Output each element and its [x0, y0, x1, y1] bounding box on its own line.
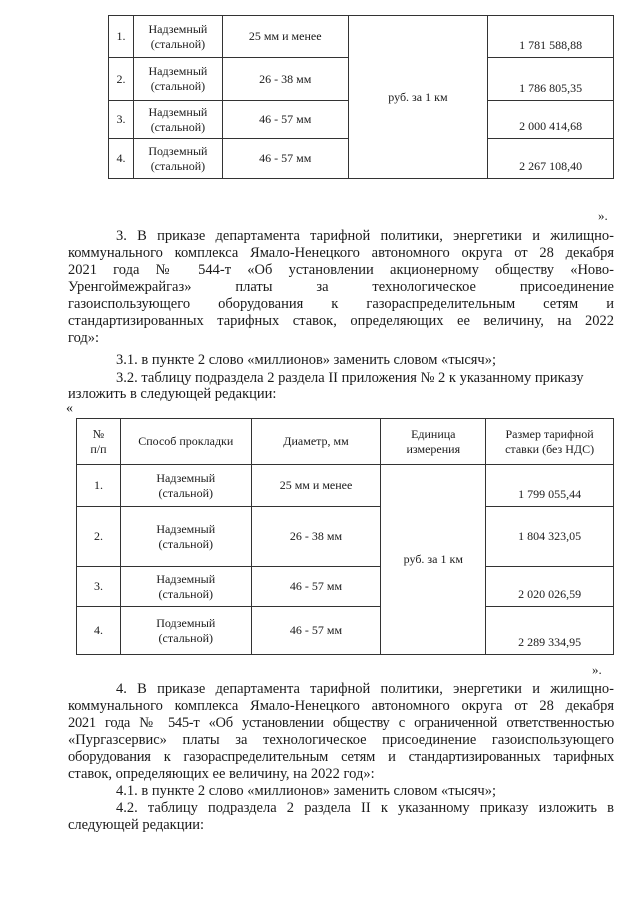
unit-of-measure: руб. за 1 км [381, 465, 486, 655]
paragraph-4 [68, 681, 614, 783]
row-number: 3. [77, 567, 121, 607]
tariff-table-top [108, 15, 614, 179]
tariff-rate: 1 781 588,88 [488, 16, 614, 58]
header-unit: Единица измерения [381, 419, 486, 465]
table-row [77, 465, 614, 507]
laying-method: Надземный (стальной) [120, 567, 251, 607]
subitem-4-2-cont [68, 817, 614, 834]
text-line: 3.2. таблицу подраздела 2 раздела II приложения № 2 к указанному приказу [116, 370, 584, 386]
pipe-diameter: 25 мм и менее [251, 465, 381, 507]
subitem-3-1: 3.1. в пункте 2 слово «миллионов» заменить словом «тысяч»; [116, 352, 497, 368]
opening-quote: « [66, 401, 73, 416]
tariff-rate: 1 804 323,05 [486, 507, 614, 567]
tariff-rate: 2 267 108,40 [488, 139, 614, 179]
pipe-diameter: 26 - 38 мм [251, 507, 381, 567]
closing-quote: ». [598, 208, 608, 223]
laying-method: Надземный (стальной) [120, 465, 251, 507]
text-line: коммунального комплекса Ямало-Ненецкого автономного округа от 28 декабря [68, 245, 614, 261]
text-line: коммунального комплекса Ямало-Ненецкого автономного округа от 28 декабря [68, 698, 614, 714]
pipe-diameter: 26 - 38 мм [222, 58, 348, 101]
table-row [77, 507, 614, 567]
unit-of-measure: руб. за 1 км [348, 16, 488, 179]
pipe-diameter: 46 - 57 мм [222, 139, 348, 179]
laying-method: Надземный (стальной) [133, 16, 222, 58]
text-line: 4. В приказе департамента тарифной политики, энергетики и жилищно- [116, 681, 614, 697]
text-line: газоиспользующего оборудования к газораспределительным сетям и [68, 296, 614, 312]
pipe-diameter: 46 - 57 мм [251, 607, 381, 655]
table-header-row [77, 419, 614, 465]
subitem-3-2 [116, 370, 614, 387]
tariff-table-new [76, 418, 614, 655]
text-line: «Пургазсервис» платы за технологическое присоединение газоиспользующего [68, 732, 614, 748]
laying-method: Надземный (стальной) [120, 507, 251, 567]
table-row [77, 607, 614, 655]
header-number: № п/п [77, 419, 121, 465]
laying-method: Подземный (стальной) [133, 139, 222, 179]
header-rate: Размер тарифной ставки (без НДС) [486, 419, 614, 465]
text-line: 3. В приказе департамента тарифной политики, энергетики и жилищно- [116, 228, 614, 244]
laying-method: Подземный (стальной) [120, 607, 251, 655]
table-row [77, 567, 614, 607]
row-number: 2. [109, 58, 134, 101]
laying-method: Надземный (стальной) [133, 101, 222, 139]
header-method: Способ прокладки [120, 419, 251, 465]
text-line: 2021 года № 545-т «Об установлении обществу с ограниченной ответственностью [68, 715, 614, 731]
text-line: стандартизированных тарифных ставок, определяющих ее величину, на 2022 [68, 313, 614, 329]
row-number: 1. [109, 16, 134, 58]
row-number: 4. [109, 139, 134, 179]
row-number: 3. [109, 101, 134, 139]
pipe-diameter: 25 мм и менее [222, 16, 348, 58]
table-row [109, 16, 614, 58]
text-line: 4.2. таблицу подраздела 2 раздела II к указанному приказу изложить в [116, 800, 614, 816]
laying-method: Надземный (стальной) [133, 58, 222, 101]
text-line: год»: [68, 330, 100, 346]
row-number: 2. [77, 507, 121, 567]
text-line: 2021 года № 544-т «Об установлении акционерному обществу «Ново- [68, 262, 614, 278]
subitem-4-2 [116, 800, 614, 817]
tariff-rate: 2 000 414,68 [488, 101, 614, 139]
tariff-rate: 1 786 805,35 [488, 58, 614, 101]
paragraph-3 [68, 228, 614, 347]
text-line: оборудования к газораспределительным сетям и стандартизированных тарифных [68, 749, 614, 765]
text-line: изложить в следующей редакции: [68, 386, 277, 402]
subitem-3-2-cont [68, 386, 614, 403]
pipe-diameter: 46 - 57 мм [251, 567, 381, 607]
tariff-rate: 2 289 334,95 [486, 607, 614, 655]
row-number: 1. [77, 465, 121, 507]
text-line: следующей редакции: [68, 817, 205, 833]
pipe-diameter: 46 - 57 мм [222, 101, 348, 139]
text-line: ставок, определяющих ее величину, на 2022 год»: [68, 766, 375, 782]
text-line: Уренгоймежрайгаз» платы за технологическое присоединение [68, 279, 614, 295]
row-number: 4. [77, 607, 121, 655]
header-diameter: Диаметр, мм [251, 419, 381, 465]
closing-quote: ». [592, 662, 602, 677]
tariff-rate: 2 020 026,59 [486, 567, 614, 607]
tariff-rate: 1 799 055,44 [486, 465, 614, 507]
subitem-4-1: 4.1. в пункте 2 слово «миллионов» заменить словом «тысяч»; [116, 783, 497, 799]
